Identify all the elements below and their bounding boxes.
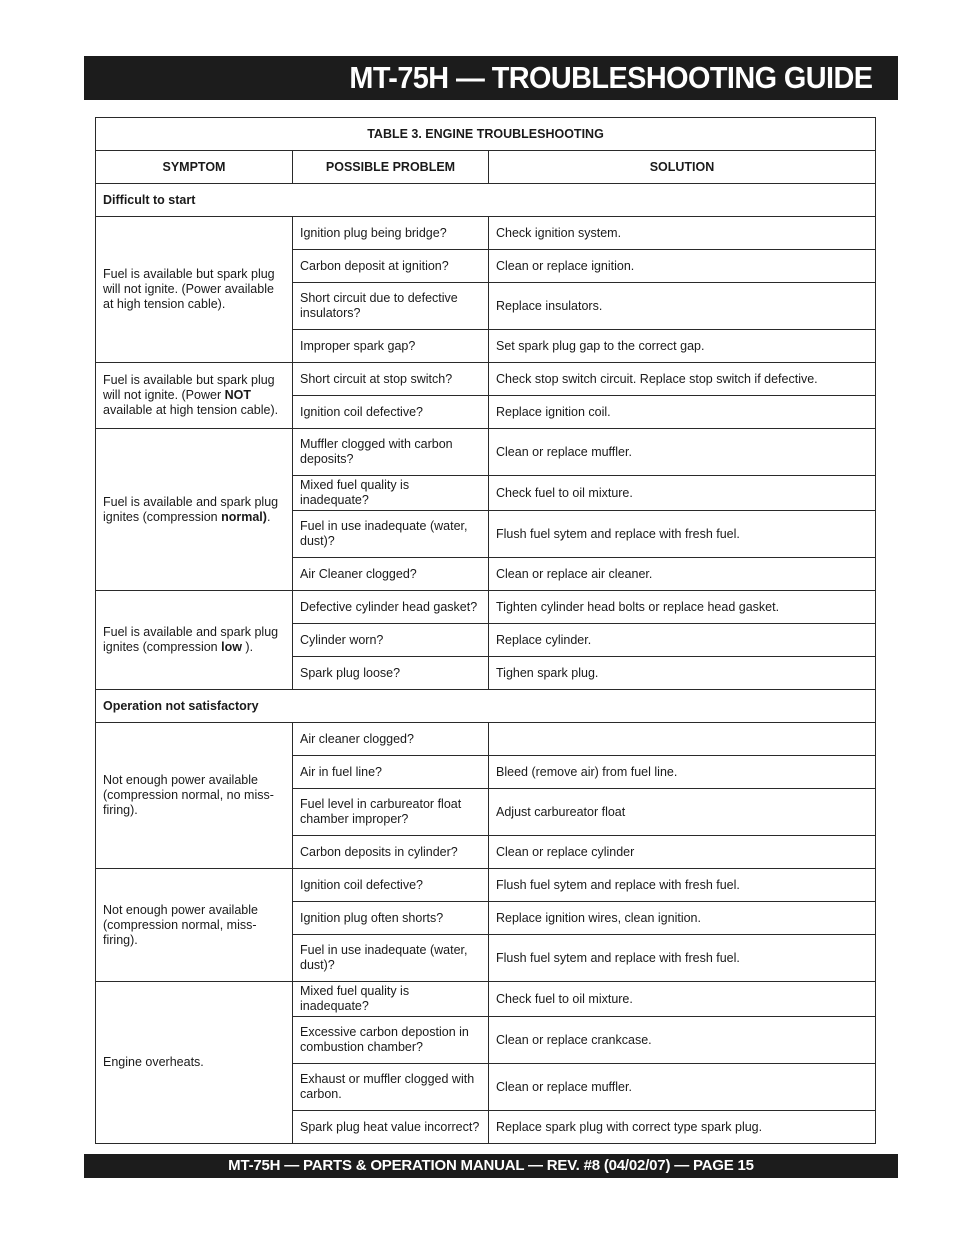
solution-cell: Check stop switch circuit. Replace stop switch if defective. (489, 363, 876, 396)
problem-cell: Excessive carbon depostion in combustion chamber? (293, 1017, 489, 1064)
section-heading: Operation not satisfactory (96, 690, 876, 723)
problem-cell: Short circuit due to defective insulators? (293, 283, 489, 330)
solution-cell: Replace ignition coil. (489, 396, 876, 429)
symptom-cell (96, 363, 293, 429)
problem-cell: Muffler clogged with carbon deposits? (293, 429, 489, 476)
solution-cell (489, 723, 876, 756)
symptom-cell: Fuel is available but spark plug will not ignite. (Power available at high tension cable). (96, 217, 293, 363)
symptom-cell: Not enough power available (compression normal, miss-firing). (96, 869, 293, 982)
solution-cell: Clean or replace muffler. (489, 1064, 876, 1111)
page-title: MT-75H — TROUBLESHOOTING GUIDE (348, 60, 872, 95)
solution-cell: Clean or replace cylinder (489, 836, 876, 869)
symptom-cell (96, 591, 293, 690)
solution-cell: Replace spark plug with correct type spark plug. (489, 1111, 876, 1144)
problem-cell: Mixed fuel quality is inadequate? (293, 476, 489, 511)
problem-cell: Cylinder worn? (293, 624, 489, 657)
symptom-text: Fuel is available and spark plug ignites (compression (103, 625, 279, 654)
solution-cell: Flush fuel sytem and replace with fresh fuel. (489, 935, 876, 982)
problem-cell: Ignition coil defective? (293, 869, 489, 902)
problem-cell: Air Cleaner clogged? (293, 558, 489, 591)
symptom-emphasis: low (221, 640, 242, 654)
problem-cell: Ignition plug being bridge? (293, 217, 489, 250)
solution-cell: Tighten cylinder head bolts or replace head gasket. (489, 591, 876, 624)
table-row (96, 429, 876, 476)
problem-cell: Ignition coil defective? (293, 396, 489, 429)
problem-cell: Fuel in use inadequate (water, dust)? (293, 511, 489, 558)
problem-cell: Carbon deposit at ignition? (293, 250, 489, 283)
problem-cell: Defective cylinder head gasket? (293, 591, 489, 624)
solution-cell: Replace ignition wires, clean ignition. (489, 902, 876, 935)
engine-troubleshooting-table (95, 117, 876, 1144)
symptom-emphasis: normal) (221, 509, 267, 524)
column-header-symptom: SYMPTOM (96, 151, 293, 184)
footer-bar (84, 1154, 898, 1178)
problem-cell: Spark plug loose? (293, 657, 489, 690)
problem-cell: Improper spark gap? (293, 330, 489, 363)
problem-cell: Air in fuel line? (293, 756, 489, 789)
column-header-solution: SOLUTION (489, 151, 876, 184)
solution-cell: Clean or replace muffler. (489, 429, 876, 476)
solution-cell: Check fuel to oil mixture. (489, 982, 876, 1017)
problem-cell: Spark plug heat value incorrect? (293, 1111, 489, 1144)
problem-cell: Carbon deposits in cylinder? (293, 836, 489, 869)
section-row (96, 690, 876, 723)
problem-cell: Fuel level in carbureator float chamber improper? (293, 789, 489, 836)
symptom-text: ). (241, 640, 254, 654)
symptom-text: Fuel is available but spark plug will not ignite. (Power (103, 373, 275, 402)
symptom-text: Fuel is available and spark plug ignites (compression (103, 494, 279, 524)
symptom-cell: Not enough power available (compression normal, no miss-firing). (96, 723, 293, 869)
table-row (96, 869, 876, 902)
solution-cell: Tighen spark plug. (489, 657, 876, 690)
footer-text: MT-75H — PARTS & OPERATION MANUAL — REV. #8 (04/02/07) — PAGE 15 (228, 1157, 754, 1174)
problem-cell: Ignition plug often shorts? (293, 902, 489, 935)
table-row (96, 363, 876, 396)
solution-cell: Adjust carbureator float (489, 789, 876, 836)
problem-cell: Exhaust or muffler clogged with carbon. (293, 1064, 489, 1111)
solution-cell: Set spark plug gap to the correct gap. (489, 330, 876, 363)
solution-cell: Check fuel to oil mixture. (489, 476, 876, 511)
problem-cell: Mixed fuel quality is inadequate? (293, 982, 489, 1017)
section-row (96, 184, 876, 217)
table-caption: TABLE 3. ENGINE TROUBLESHOOTING (96, 118, 876, 151)
table-row (96, 723, 876, 756)
problem-cell: Short circuit at stop switch? (293, 363, 489, 396)
table-caption-row (96, 118, 876, 151)
solution-cell: Replace cylinder. (489, 624, 876, 657)
solution-cell: Clean or replace crankcase. (489, 1017, 876, 1064)
table-row (96, 591, 876, 624)
problem-cell: Air cleaner clogged? (293, 723, 489, 756)
symptom-text: . (266, 509, 271, 524)
solution-cell: Replace insulators. (489, 283, 876, 330)
symptom-cell: Engine overheats. (96, 982, 293, 1144)
solution-cell: Clean or replace ignition. (489, 250, 876, 283)
symptom-text: available at high tension cable). (103, 403, 279, 417)
problem-cell: Fuel in use inadequate (water, dust)? (293, 935, 489, 982)
solution-cell: Check ignition system. (489, 217, 876, 250)
symptom-cell (96, 429, 293, 591)
table-row (96, 217, 876, 250)
solution-cell: Flush fuel sytem and replace with fresh fuel. (489, 511, 876, 558)
section-heading: Difficult to start (96, 184, 876, 217)
solution-cell: Flush fuel sytem and replace with fresh fuel. (489, 869, 876, 902)
table-row (96, 982, 876, 1017)
title-bar (84, 56, 898, 100)
symptom-emphasis: NOT (224, 388, 251, 402)
column-header-row (96, 151, 876, 184)
column-header-problem: POSSIBLE PROBLEM (293, 151, 489, 184)
solution-cell: Clean or replace air cleaner. (489, 558, 876, 591)
solution-cell: Bleed (remove air) from fuel line. (489, 756, 876, 789)
